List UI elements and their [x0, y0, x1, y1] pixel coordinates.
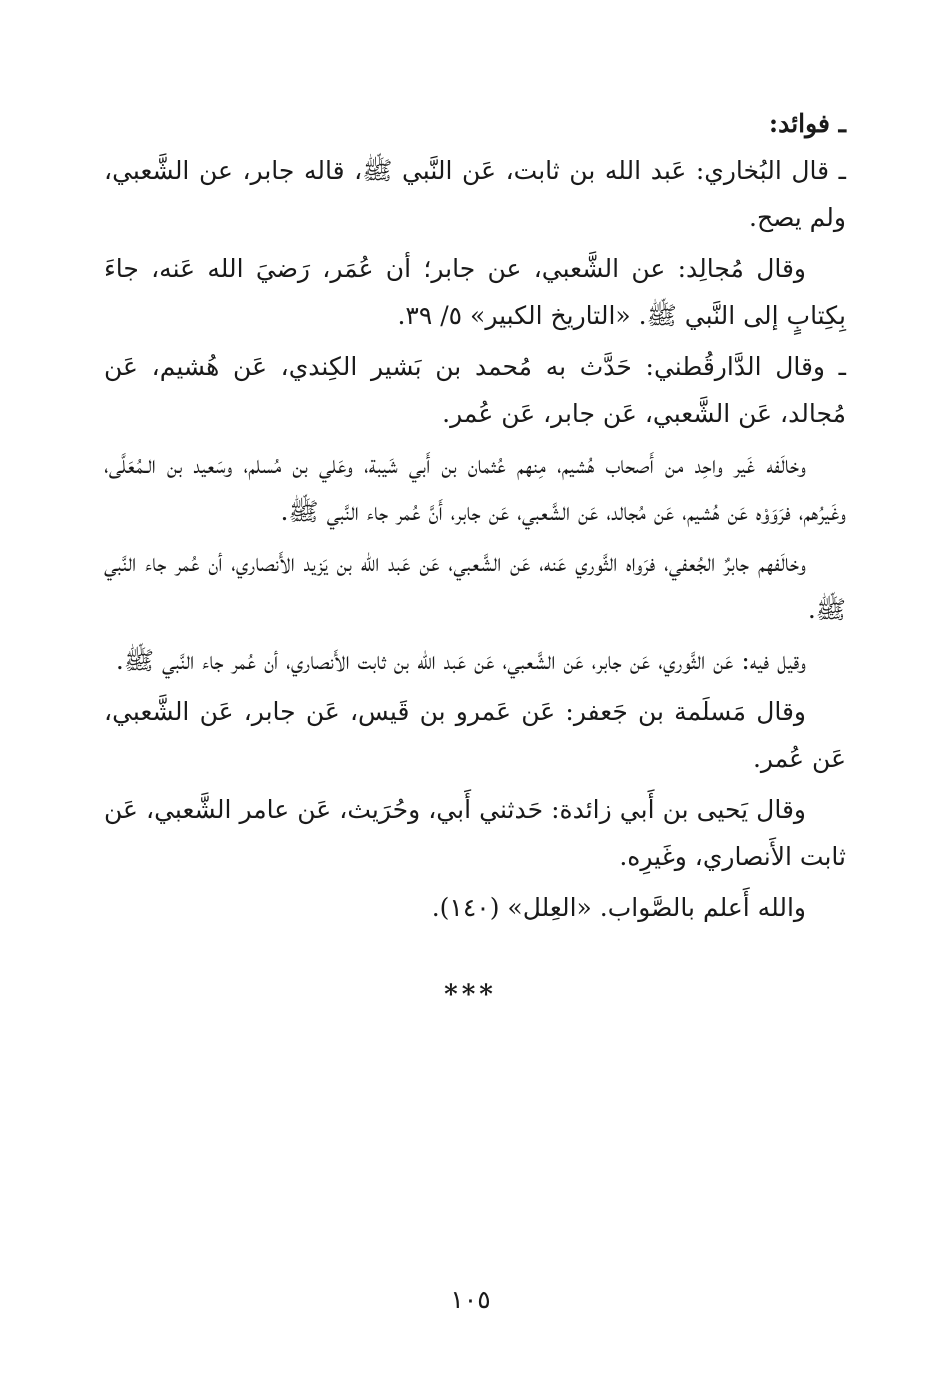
paragraph-bukhari: ـ قال البُخاري: عَبد الله بن ثابت، عَن النَّبي ﷺ، قاله جابر، عن الشَّعبي، ولم يصح.: [104, 156, 846, 232]
paragraph-hushaym-companions: وخالَفه غَير واحِد من أَصحاب هُشيم، مِنهم عُثمان بن أَبي شَيبة، وعَلي بن مُسلم، وسَعيد بن الـمُعَلَّى، وغَيرُهم، فرَوَوْه عَن هُشيم، عَن مُجالد، عَن الشَّعبي، عَن جابر، أَنَّ عُمر جاء النَّبي ﷺ.: [104, 450, 846, 526]
paragraph-maslama: وقال مَسلَمة بن جَعفر: عَن عَمرو بن قَيس، عَن جابر، عَن الشَّعبي، عَن عُمر.: [104, 697, 846, 773]
paragraph-thawri: وقيل فيه: عَن الثَّوري، عَن جابر، عَن الشَّعبي، عَن عَبد الله بن ثابت الأَنصاري، أن عُمر جاء النَّبي ﷺ.: [115, 646, 806, 675]
page-number: ١٠٥: [450, 1285, 491, 1314]
paragraph-mujalid: وقال مُجالِد: عن الشَّعبي، عن جابر؛ أن عُمَر، رَضيَ الله عَنه، جاءَ بِكِتابٍ إلى النَّبي ﷺ. «التاريخ الكبير» ٥/ ٣٩.: [104, 254, 846, 330]
paragraph-daraqutni: ـ وقال الدَّارقُطني: حَدَّث به مُحمد بن بَشير الكِندي، عَن هُشيم، عَن مُجالد، عَن الشَّعبي، عَن جابر، عَن عُمر.: [104, 352, 846, 428]
paragraph-jabir-jufi: وخالَفهم جابرٌ الجُعفي، فرَواه الثَّوري عَنه، عَن الشَّعبي، عَن عَبد الله بن يَزيد الأَنصاري، أن عُمر جاء النَّبي ﷺ.: [104, 548, 846, 624]
paragraph-closing: والله أَعلم بالصَّواب. «العِلل» (١٤٠).: [431, 893, 806, 922]
paragraph-yahya: وقال يَحيى بن أَبي زائدة: حَدثني أَبي، وحُرَيث، عَن عامر الشَّعبي، عَن ثابت الأَنصاري، وغَيرِه.: [104, 795, 846, 871]
body-text: [104, 100, 846, 935]
section-separator: ***: [444, 980, 497, 1010]
section-heading: ـ فوائد:: [768, 109, 846, 138]
